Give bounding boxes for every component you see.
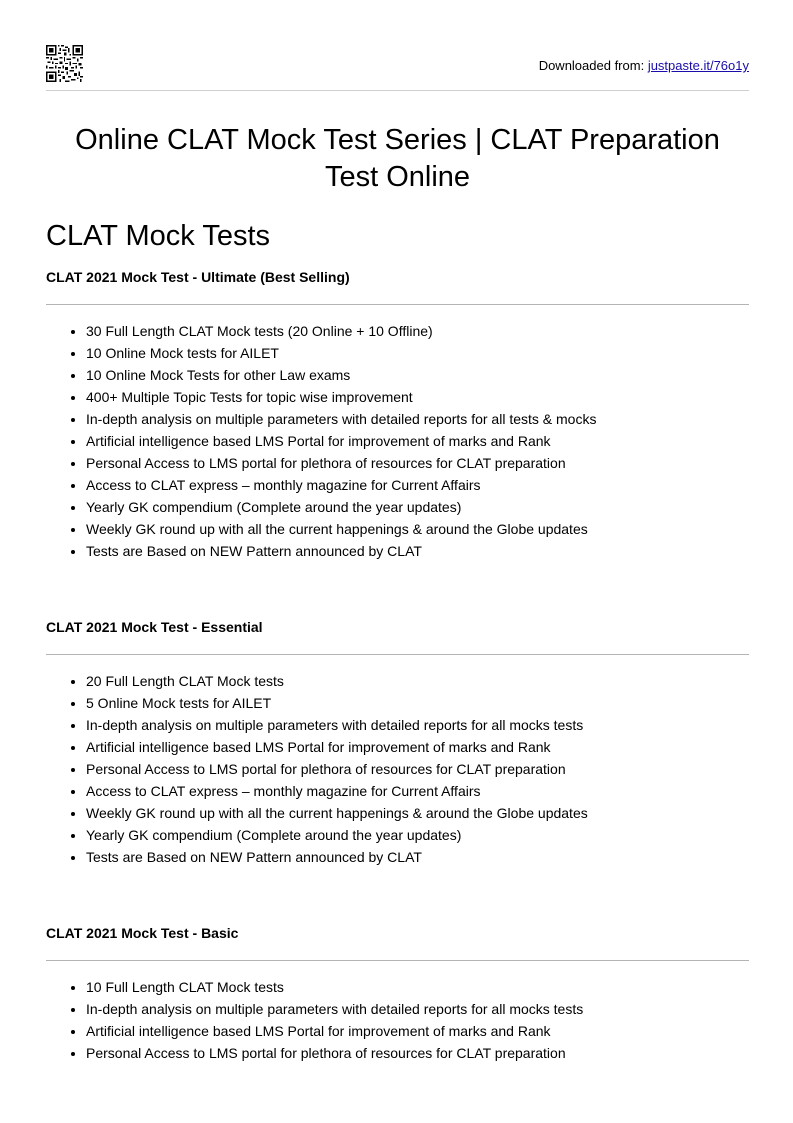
product-title: CLAT 2021 Mock Test - Ultimate (Best Selling)	[46, 269, 350, 285]
list-item: • Access to CLAT express – monthly magazine for Current Affairs	[86, 474, 749, 496]
list-item: • Tests are Based on NEW Pattern announced by CLAT	[86, 846, 749, 868]
list-item: • 30 Full Length CLAT Mock tests (20 Online + 10 Offline)	[86, 320, 749, 342]
header-divider	[46, 90, 749, 91]
product-divider	[46, 304, 749, 305]
list-item: • 10 Online Mock Tests for other Law exams	[86, 364, 749, 386]
list-item: • In-depth analysis on multiple parameters with detailed reports for all mocks tests	[86, 714, 749, 736]
product-basic	[46, 924, 749, 1064]
downloaded-from-label: Downloaded from:	[538, 58, 648, 73]
list-item: • 20 Full Length CLAT Mock tests	[86, 670, 749, 692]
list-item: • Weekly GK round up with all the current happenings & around the Globe updates	[86, 802, 749, 824]
feature-list	[46, 320, 749, 562]
download-header	[46, 0, 749, 90]
product-divider	[46, 960, 749, 961]
product-title: CLAT 2021 Mock Test - Basic	[46, 925, 239, 941]
list-item: • Access to CLAT express – monthly magazine for Current Affairs	[86, 780, 749, 802]
list-item: • Tests are Based on NEW Pattern announced by CLAT	[86, 540, 749, 562]
page-title: Online CLAT Mock Test Series | CLAT Preparation Test Online	[75, 124, 720, 193]
downloaded-from	[539, 58, 749, 74]
list-item: • Weekly GK round up with all the current happenings & around the Globe updates	[86, 518, 749, 540]
section-heading: CLAT Mock Tests	[46, 220, 271, 252]
source-link[interactable]: justpaste.it/76o1y	[647, 58, 749, 73]
list-item: • Personal Access to LMS portal for plethora of resources for CLAT preparation	[86, 1042, 749, 1064]
product-divider	[46, 654, 749, 655]
list-item: • Artificial intelligence based LMS Portal for improvement of marks and Rank	[86, 1020, 749, 1042]
list-item: • In-depth analysis on multiple parameters with detailed reports for all tests & mocks	[86, 408, 749, 430]
document-page	[46, 0, 749, 1064]
product-essential	[46, 618, 749, 868]
product-ultimate	[46, 268, 749, 562]
list-item: • Personal Access to LMS portal for plethora of resources for CLAT preparation	[86, 452, 749, 474]
list-item: • Artificial intelligence based LMS Portal for improvement of marks and Rank	[86, 430, 749, 452]
list-item: • Yearly GK compendium (Complete around the year updates)	[86, 496, 749, 518]
qr-code-icon	[46, 45, 83, 82]
feature-list	[46, 670, 749, 868]
list-item: • Yearly GK compendium (Complete around the year updates)	[86, 824, 749, 846]
list-item: • 5 Online Mock tests for AILET	[86, 692, 749, 714]
list-item: • Personal Access to LMS portal for plethora of resources for CLAT preparation	[86, 758, 749, 780]
product-title: CLAT 2021 Mock Test - Essential	[46, 619, 263, 635]
list-item: • 10 Online Mock tests for AILET	[86, 342, 749, 364]
list-item: • 10 Full Length CLAT Mock tests	[86, 976, 749, 998]
list-item: • In-depth analysis on multiple parameters with detailed reports for all mocks tests	[86, 998, 749, 1020]
list-item: • 400+ Multiple Topic Tests for topic wise improvement	[86, 386, 749, 408]
feature-list	[46, 976, 749, 1064]
list-item: • Artificial intelligence based LMS Portal for improvement of marks and Rank	[86, 736, 749, 758]
